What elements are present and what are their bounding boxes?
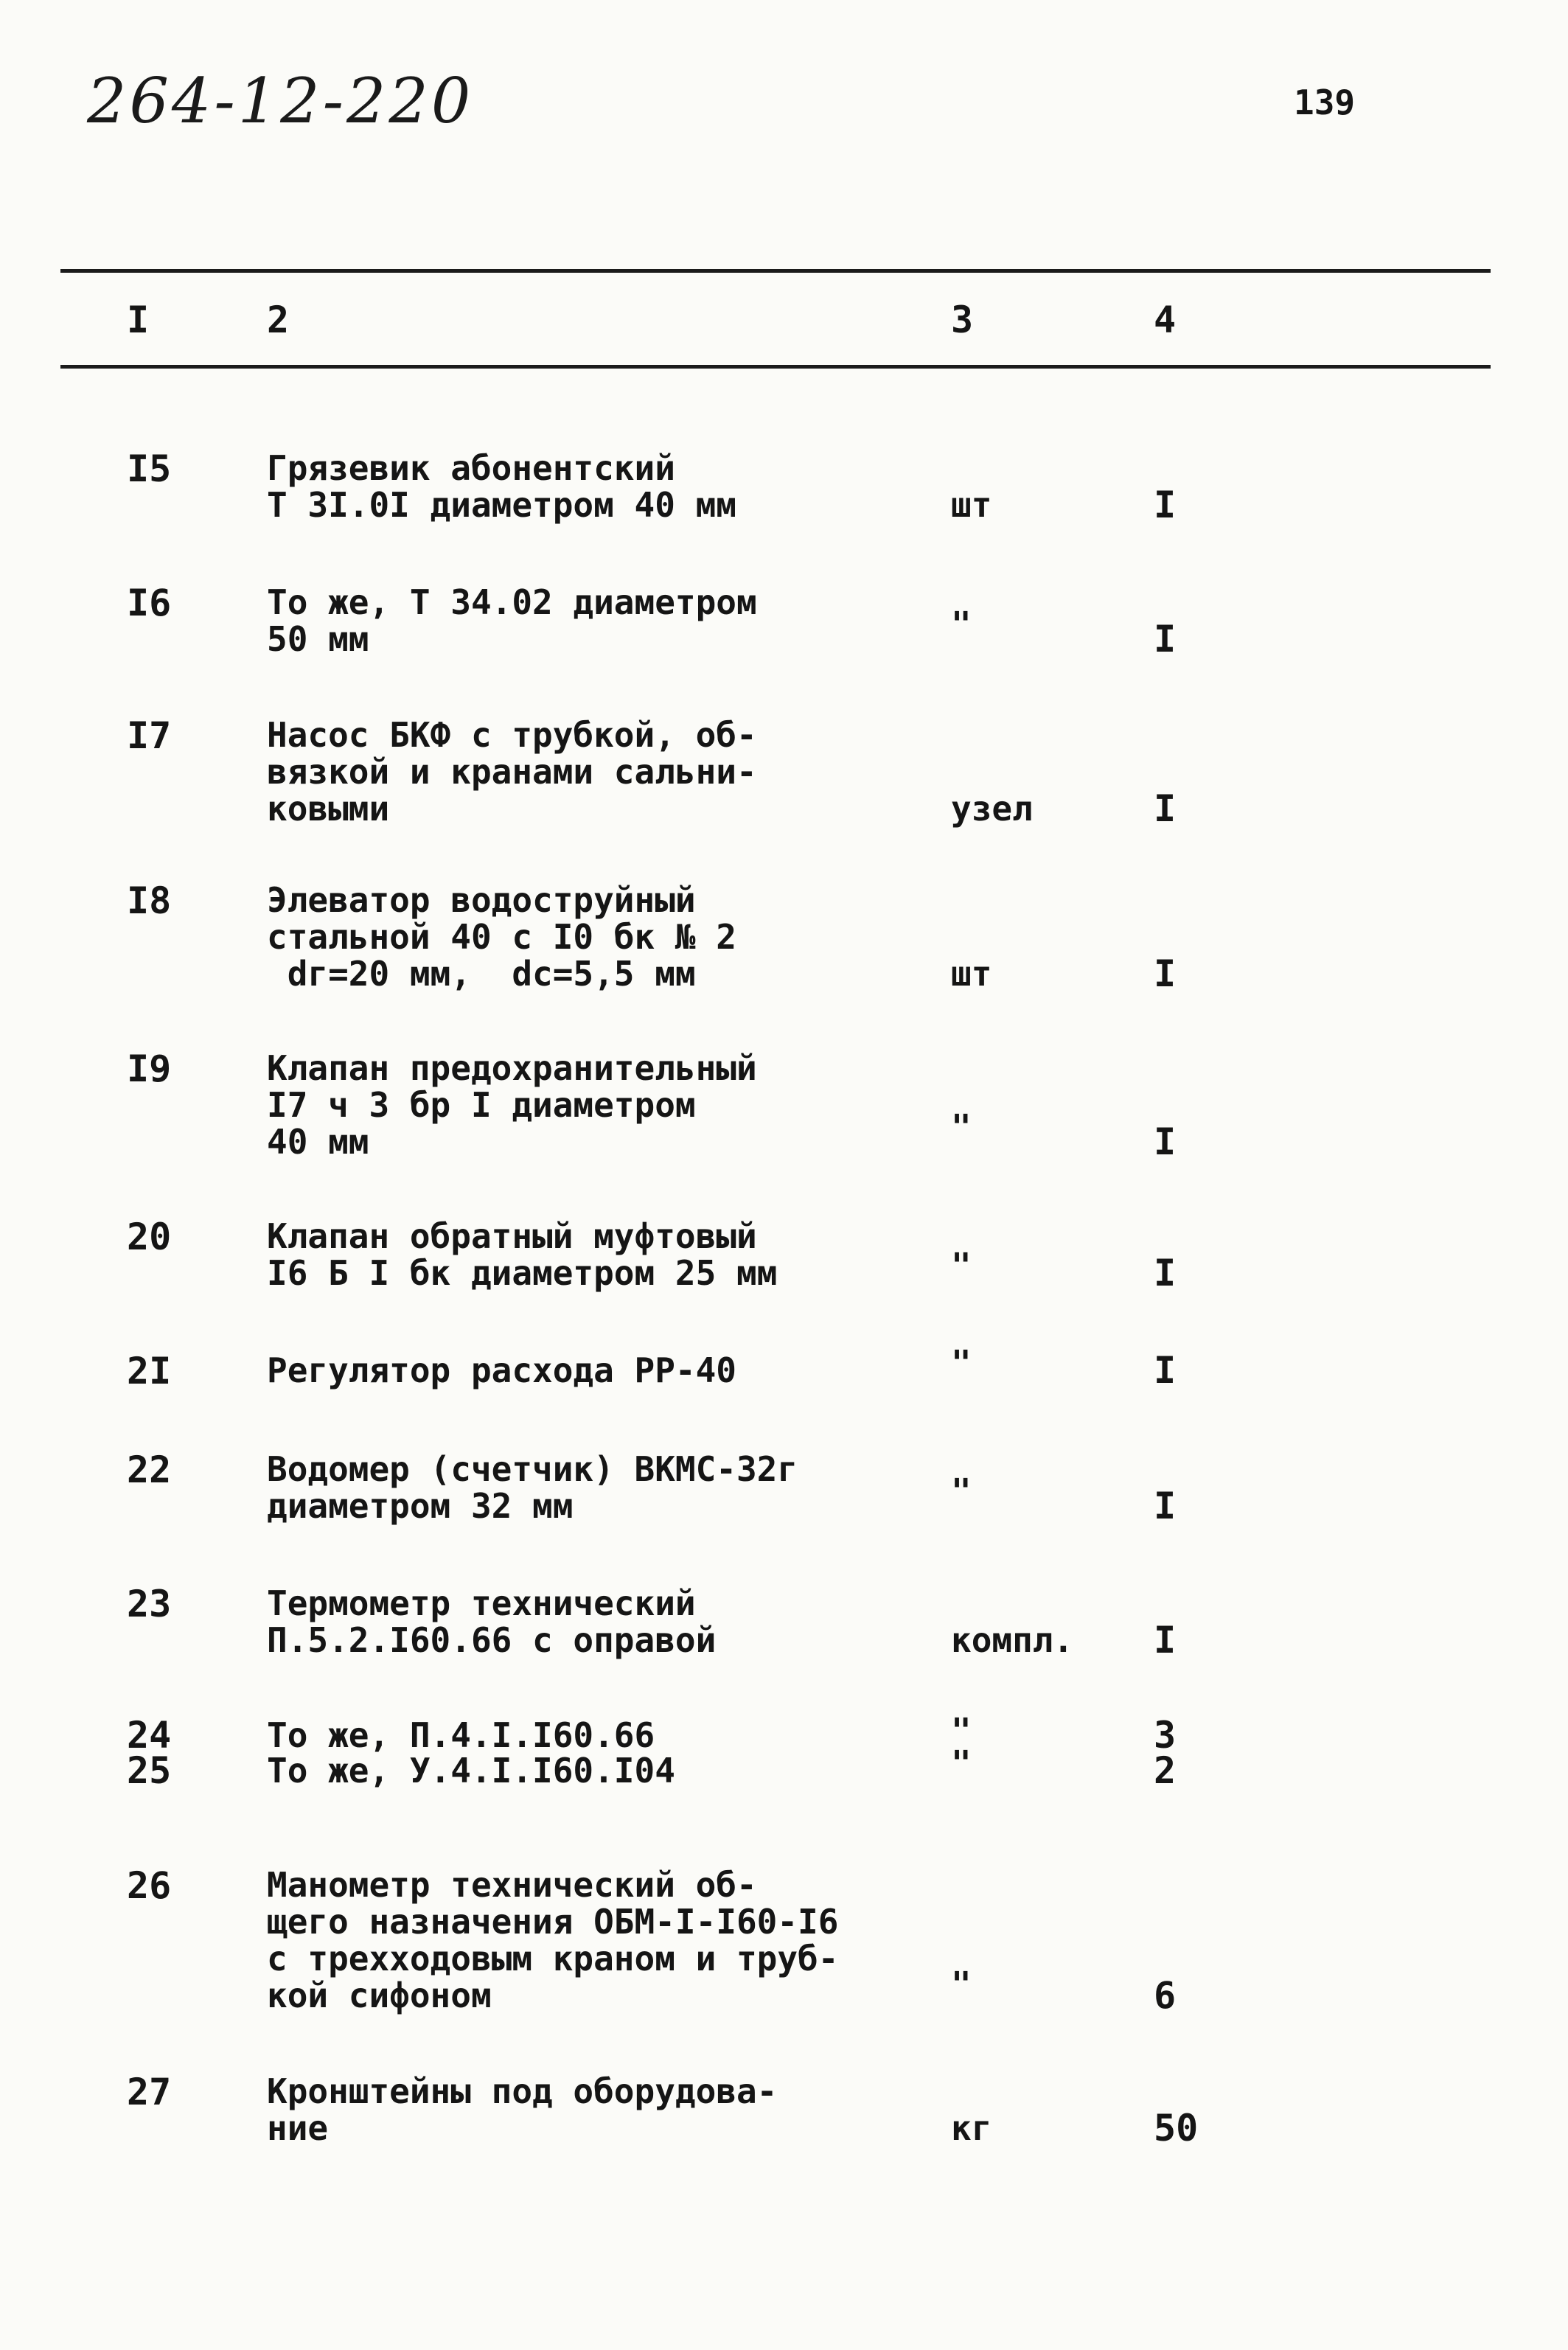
column-header-4: 4 [1154,299,1177,341]
row-unit: шт [951,485,992,525]
row-description: Водомер (счетчик) ВКМС-32г диаметром 32 мм [267,1449,798,1526]
column-header-2: 2 [267,299,290,341]
row-unit: " [951,1743,972,1783]
column-header-1: I [127,299,150,341]
row-description: То же, Т 34.02 диаметром 50 мм [267,582,757,659]
row-unit: компл. [951,1620,1074,1660]
row-description: Грязевик абонентский Т 3I.0I диаметром 40 мм [267,448,736,525]
row-description: Регулятор расхода РР-40 [267,1350,736,1390]
row-quantity: 6 [1154,1974,1177,2017]
row-quantity: I [1154,1120,1177,1163]
row-unit: " [951,1246,972,1286]
table-top-rule [60,269,1491,273]
row-number: 25 [127,1749,172,1792]
row-quantity: I [1154,1252,1177,1294]
row-number: 23 [127,1583,172,1625]
row-description: Элеватор водоструйный стальной 40 с I0 бк № 2 dг=20 мм, dс=5,5 мм [267,880,736,994]
row-number: 2I [127,1350,172,1392]
row-unit: " [951,604,972,644]
row-unit: " [951,1471,972,1511]
row-unit: узел [951,789,1033,829]
row-unit: кг [951,2108,992,2148]
row-quantity: I [1154,1349,1177,1392]
row-quantity: 3 [1154,1714,1177,1757]
row-number: 24 [127,1714,172,1757]
row-quantity: I [1154,1485,1177,1527]
row-number: 27 [127,2071,172,2113]
row-quantity: 2 [1154,1749,1177,1792]
row-number: I9 [127,1047,172,1090]
row-number: I8 [127,879,172,922]
page-number: 139 [1294,83,1356,122]
row-quantity: I [1154,1619,1177,1662]
row-description: Клапан предохранительный I7 ч 3 бр I диаметром 40 мм [267,1048,757,1162]
row-number: I7 [127,714,172,757]
row-unit: " [951,1711,972,1751]
row-description: То же, У.4.I.I60.I04 [267,1751,675,1791]
row-quantity: I [1154,618,1177,660]
row-description: Манометр технический об- щего назначения ОБМ-I-I60-I6 с трехходовым краном и труб- кой сифоном [267,1865,839,2015]
row-quantity: 50 [1154,2107,1199,2149]
row-number: 20 [127,1216,172,1258]
row-number: I5 [127,447,172,490]
row-quantity: I [1154,787,1177,830]
row-unit: " [951,1964,972,2004]
row-unit: " [951,1343,972,1383]
table-header-rule [60,365,1491,369]
row-unit: шт [951,954,992,994]
row-description: Клапан обратный муфтовый I6 Б I бк диаметром 25 мм [267,1216,778,1293]
row-description: Насос БКФ с трубкой, об- вязкой и кранами сальни- ковыми [267,715,757,829]
row-description: Кронштейны под оборудова- ние [267,2071,778,2148]
row-description: Термометр технический П.5.2.I60.66 с оправой [267,1583,717,1660]
row-number: I6 [127,582,172,624]
row-description: То же, П.4.I.I60.66 [267,1715,655,1755]
column-header-3: 3 [951,299,974,341]
document-number: 264-12-220 [87,65,474,137]
row-number: 22 [127,1448,172,1491]
row-unit: " [951,1107,972,1147]
row-quantity: I [1154,952,1177,995]
row-number: 26 [127,1864,172,1907]
row-quantity: I [1154,484,1177,526]
